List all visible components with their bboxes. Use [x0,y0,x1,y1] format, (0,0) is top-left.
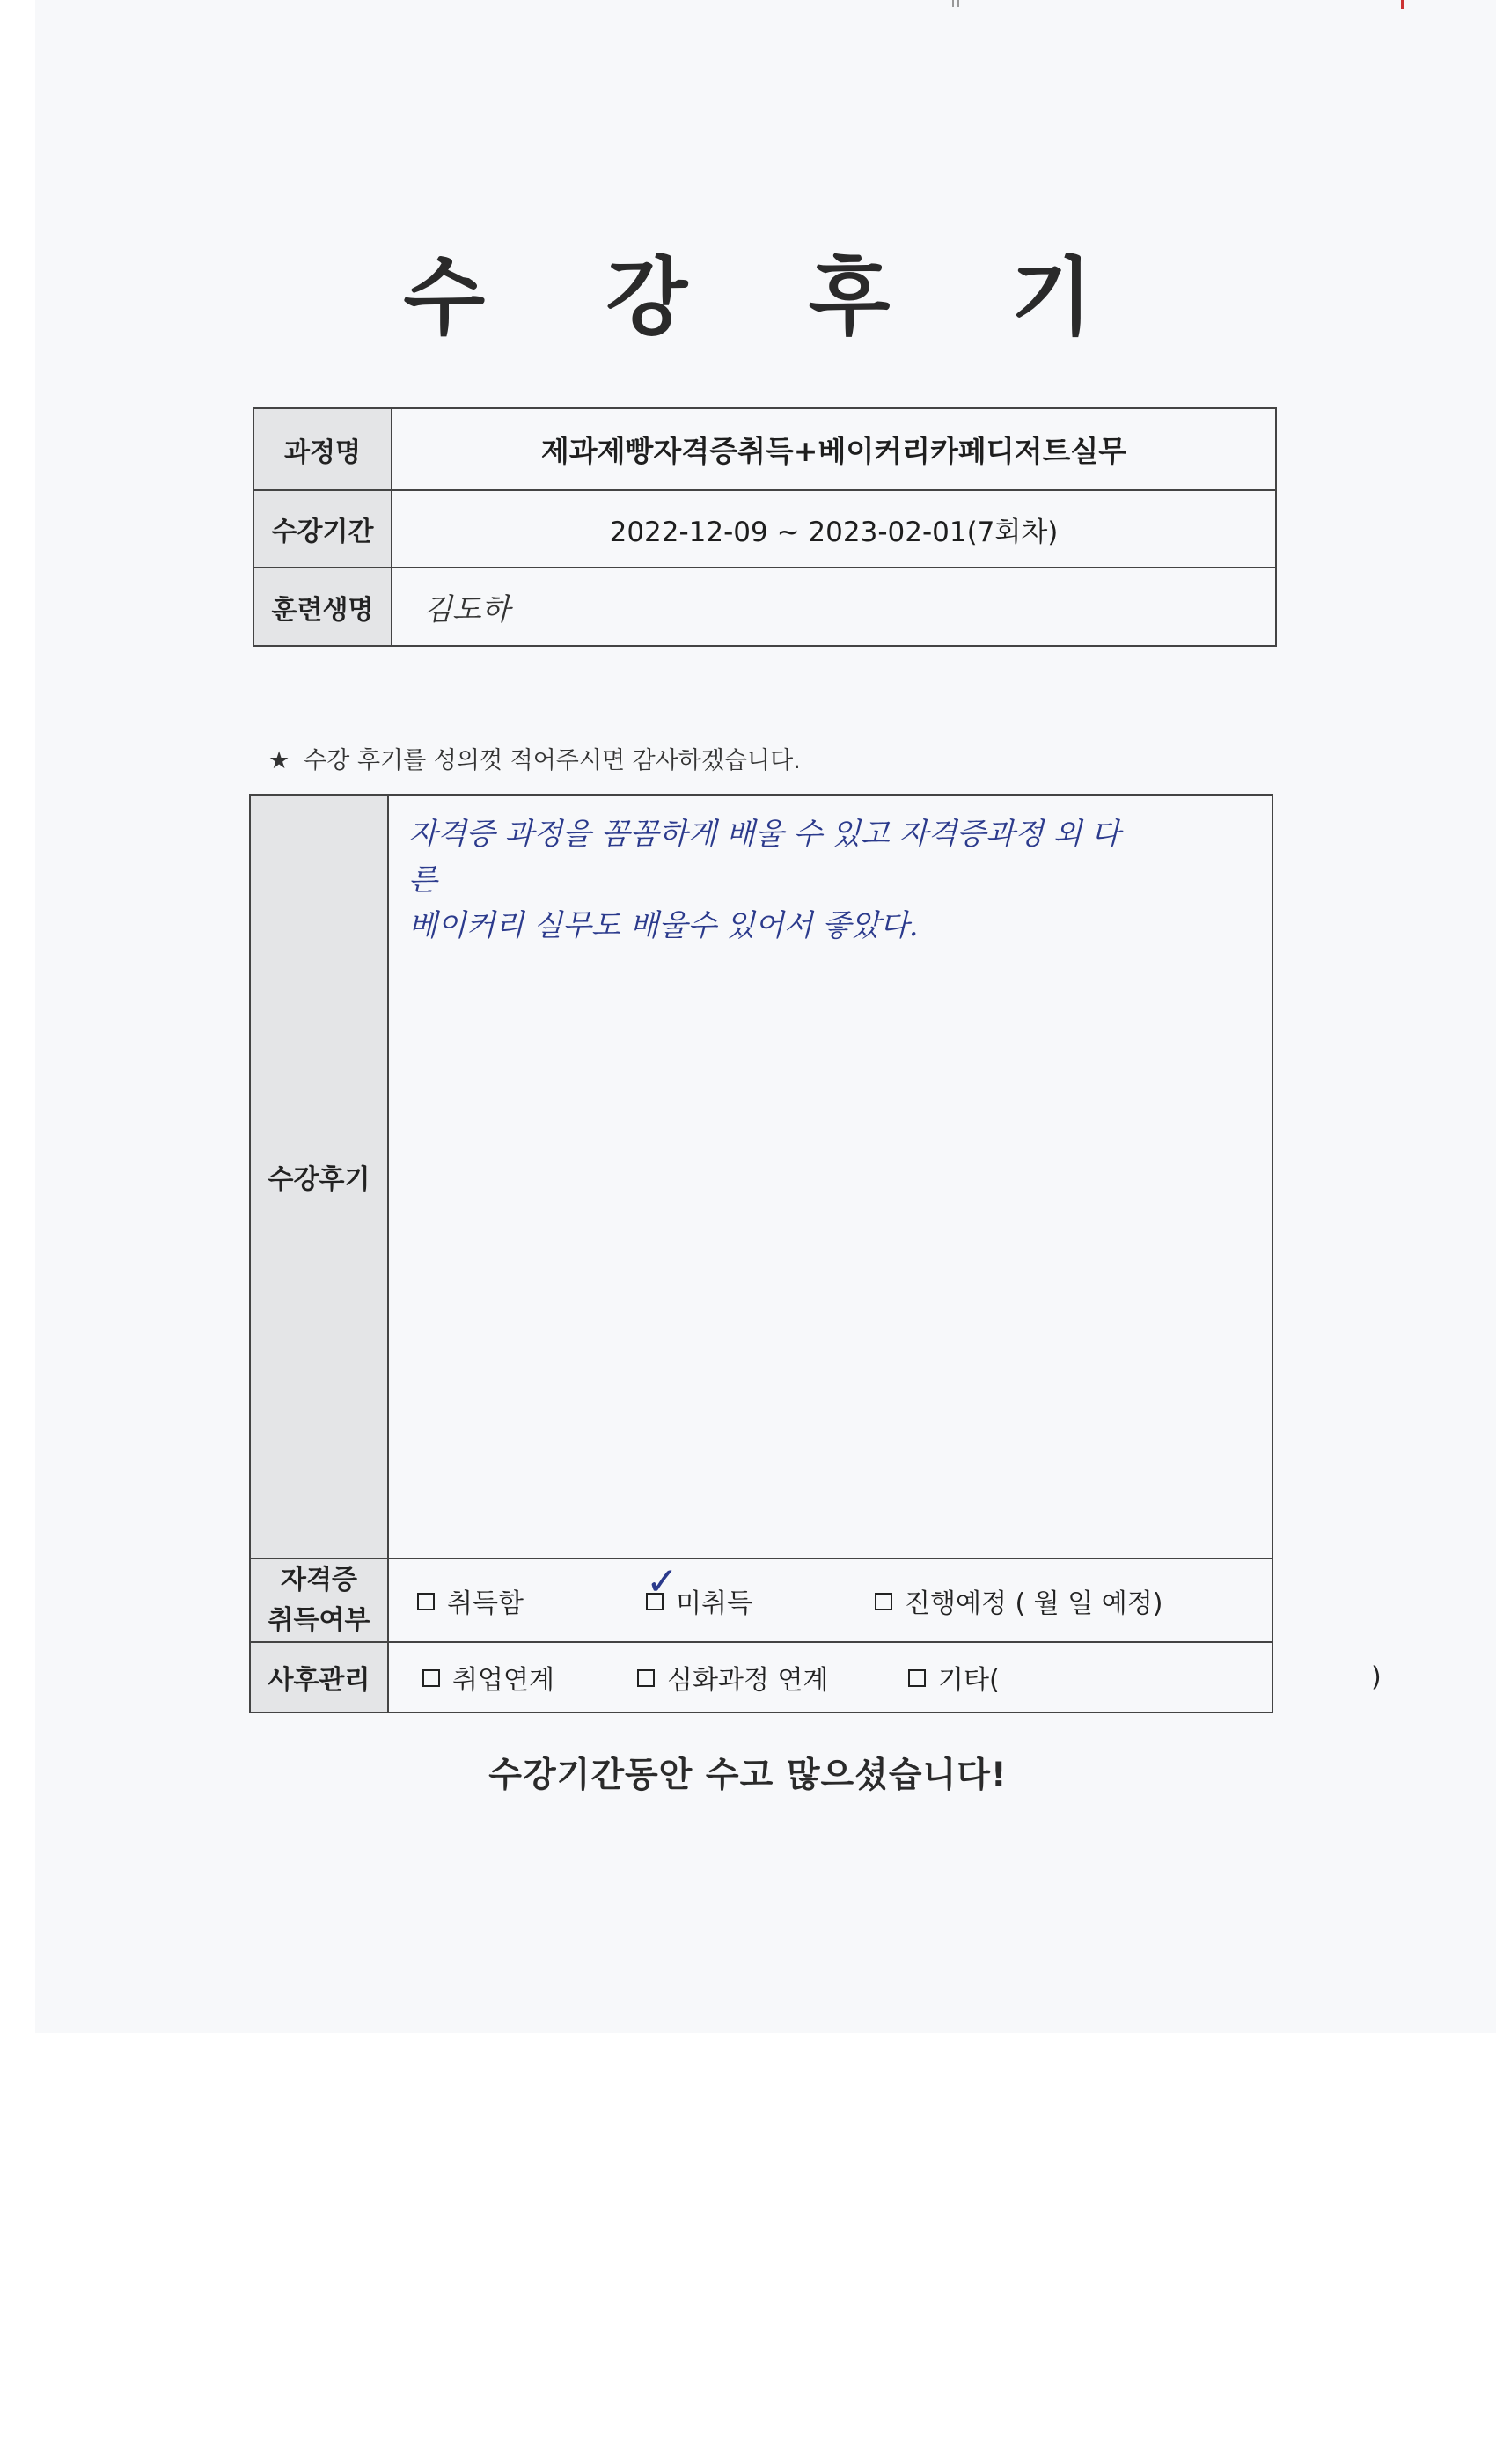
certification-label [250,1558,388,1642]
handwritten-review [408,811,1148,949]
course-info-table [253,407,1277,647]
checkbox-icon[interactable] [908,1669,926,1687]
option-other-close: ) [1371,1661,1382,1693]
notice-message: 수강 후기를 성의껏 적어주시면 감사하겠습니다. [304,747,801,774]
closing-message: 수강기간동안 수고 많으셨습니다! [488,1756,1008,1795]
period-value: 2022-12-09 ~ 2023-02-01(7회차) [392,490,1276,568]
option-label: 심화과정 연계 [667,1665,829,1696]
certification-label-line1: 자격증 [281,1564,357,1595]
option-advanced-course[interactable] [637,1658,828,1697]
option-acquired[interactable] [417,1581,524,1620]
followup-options [388,1642,1382,1712]
scan-edge-mark [952,0,954,7]
review-label: 수강후기 [250,795,388,1558]
checkbox-icon[interactable] [646,1558,678,1610]
trainee-name-handwritten: 김도하 [392,568,1276,646]
option-label: 취업연계 [452,1665,554,1696]
scan-edge-mark [957,0,959,7]
course-label: 과정명 [253,408,392,490]
checkbox-icon[interactable] [637,1669,655,1687]
option-label: 취득함 [447,1588,524,1619]
review-content [388,795,1272,1558]
option-job-link[interactable] [422,1658,554,1697]
review-line: 자격증 과정을 꼼꼼하게 배울 수 있고 자격증과정 외 다른 [408,817,1121,898]
checkbox-icon[interactable] [875,1593,892,1610]
option-label: 진행예정 ( 월 일 예정) [905,1588,1163,1619]
period-label: 수강기간 [253,490,392,568]
scan-edge-mark [1401,0,1404,9]
course-name-value: 제과제빵자격증취득+베이커리카페디저트실무 [392,408,1276,490]
page-title: 수 강 후 기 [403,247,1139,347]
check-mark-icon: ✓ [646,1558,678,1604]
star-icon: ★ [268,747,290,774]
certification-label-line2: 취득여부 [268,1604,370,1636]
trainee-label: 훈련생명 [253,568,392,646]
option-other[interactable] [908,1658,1000,1697]
checkbox-icon[interactable] [417,1593,435,1610]
checkbox-icon[interactable] [422,1669,440,1687]
followup-label: 사후관리 [250,1642,388,1712]
option-label: 미취득 [676,1588,752,1619]
option-label: 기타( [938,1665,1000,1696]
review-table [249,794,1382,1713]
certification-options [388,1558,1272,1642]
notice-text [268,741,801,775]
review-line: 베이커리 실무도 배울수 있어서 좋았다. [408,908,919,943]
option-scheduled[interactable] [875,1581,1162,1620]
option-not-acquired[interactable] [646,1558,752,1620]
